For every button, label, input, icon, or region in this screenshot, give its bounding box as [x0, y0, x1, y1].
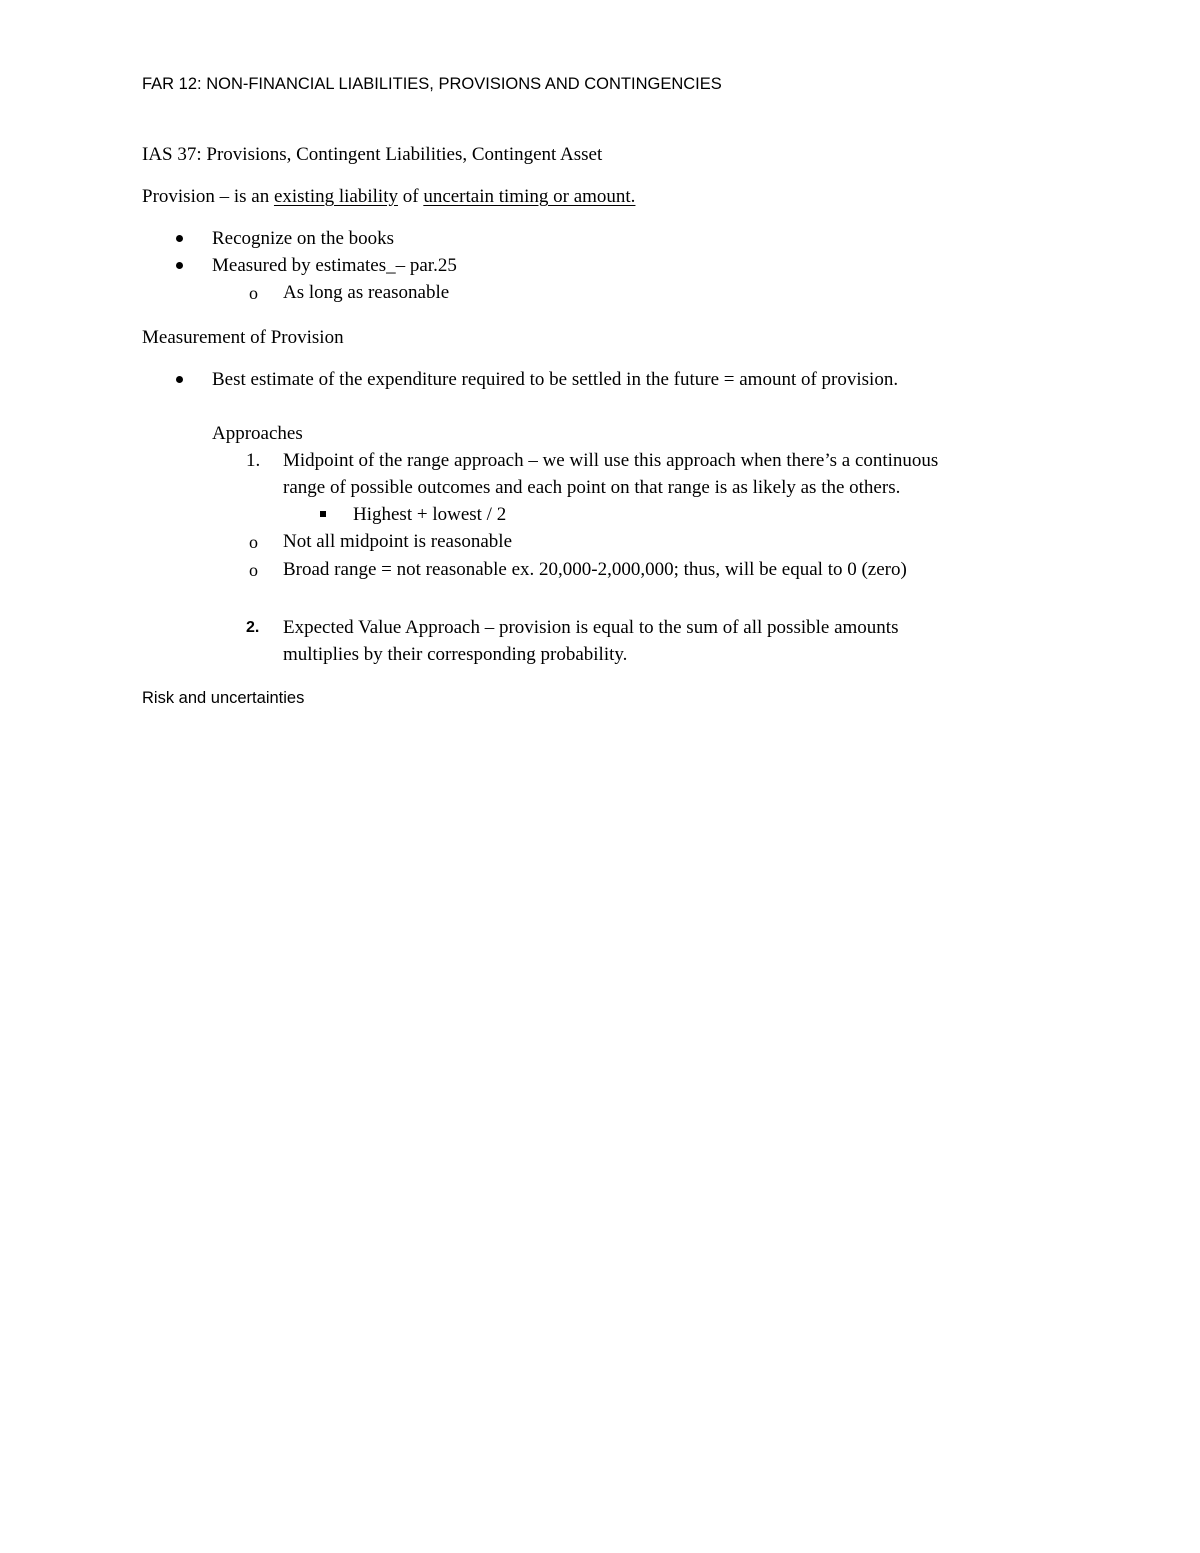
ias37-heading: IAS 37: Provisions, Contingent Liabilities, Contingent Asset: [142, 144, 603, 165]
bullet-icon: [176, 376, 183, 383]
sub-bullet-reasonable: As long as reasonable: [283, 282, 450, 303]
approach1-number: 1.: [246, 450, 261, 471]
bullet-icon: [176, 235, 183, 242]
approach1-note1: Not all midpoint is reasonable: [283, 531, 513, 552]
approach1-line1: Midpoint of the range approach – we will use this approach when there’s a continuous: [283, 450, 939, 471]
definition-prefix: Provision – is an: [142, 186, 274, 207]
approach1-formula: Highest + lowest / 2: [353, 504, 507, 525]
provision-definition: [142, 187, 635, 206]
approach2-number: 2.: [246, 619, 260, 636]
approach1-note2: Broad range = not reasonable ex. 20,000-2,000,000; thus, will be equal to 0 (zero): [283, 559, 907, 580]
term-existing-liability: existing liability: [273, 186, 398, 207]
square-bullet-icon: [320, 511, 326, 517]
document-title: FAR 12: NON-FINANCIAL LIABILITIES, PROVISIONS AND CONTINGENCIES: [142, 75, 722, 93]
term-uncertain-timing: uncertain timing or amount.: [423, 186, 636, 207]
approach2-line2: multiplies by their corresponding probability.: [283, 644, 628, 665]
measurement-heading: Measurement of Provision: [142, 327, 344, 348]
bullet-best-estimate: Best estimate of the expenditure required to be settled in the future = amount of provision.: [212, 369, 899, 390]
approach2-line1: Expected Value Approach – provision is equal to the sum of all possible amounts: [283, 617, 899, 638]
approaches-label: Approaches: [212, 423, 303, 444]
hollow-bullet-icon: o: [249, 532, 258, 552]
approach1-line2: range of possible outcomes and each point on that range is as likely as the others.: [283, 477, 901, 498]
bullet-icon: [176, 262, 183, 269]
definition-middle: of: [397, 186, 424, 207]
risk-heading: Risk and uncertainties: [142, 689, 305, 707]
hollow-bullet-icon: o: [249, 560, 258, 580]
bullet-measured: Measured by estimates_– par.25: [212, 255, 457, 276]
bullet-recognize: Recognize on the books: [212, 228, 395, 249]
hollow-bullet-icon: o: [249, 283, 258, 303]
